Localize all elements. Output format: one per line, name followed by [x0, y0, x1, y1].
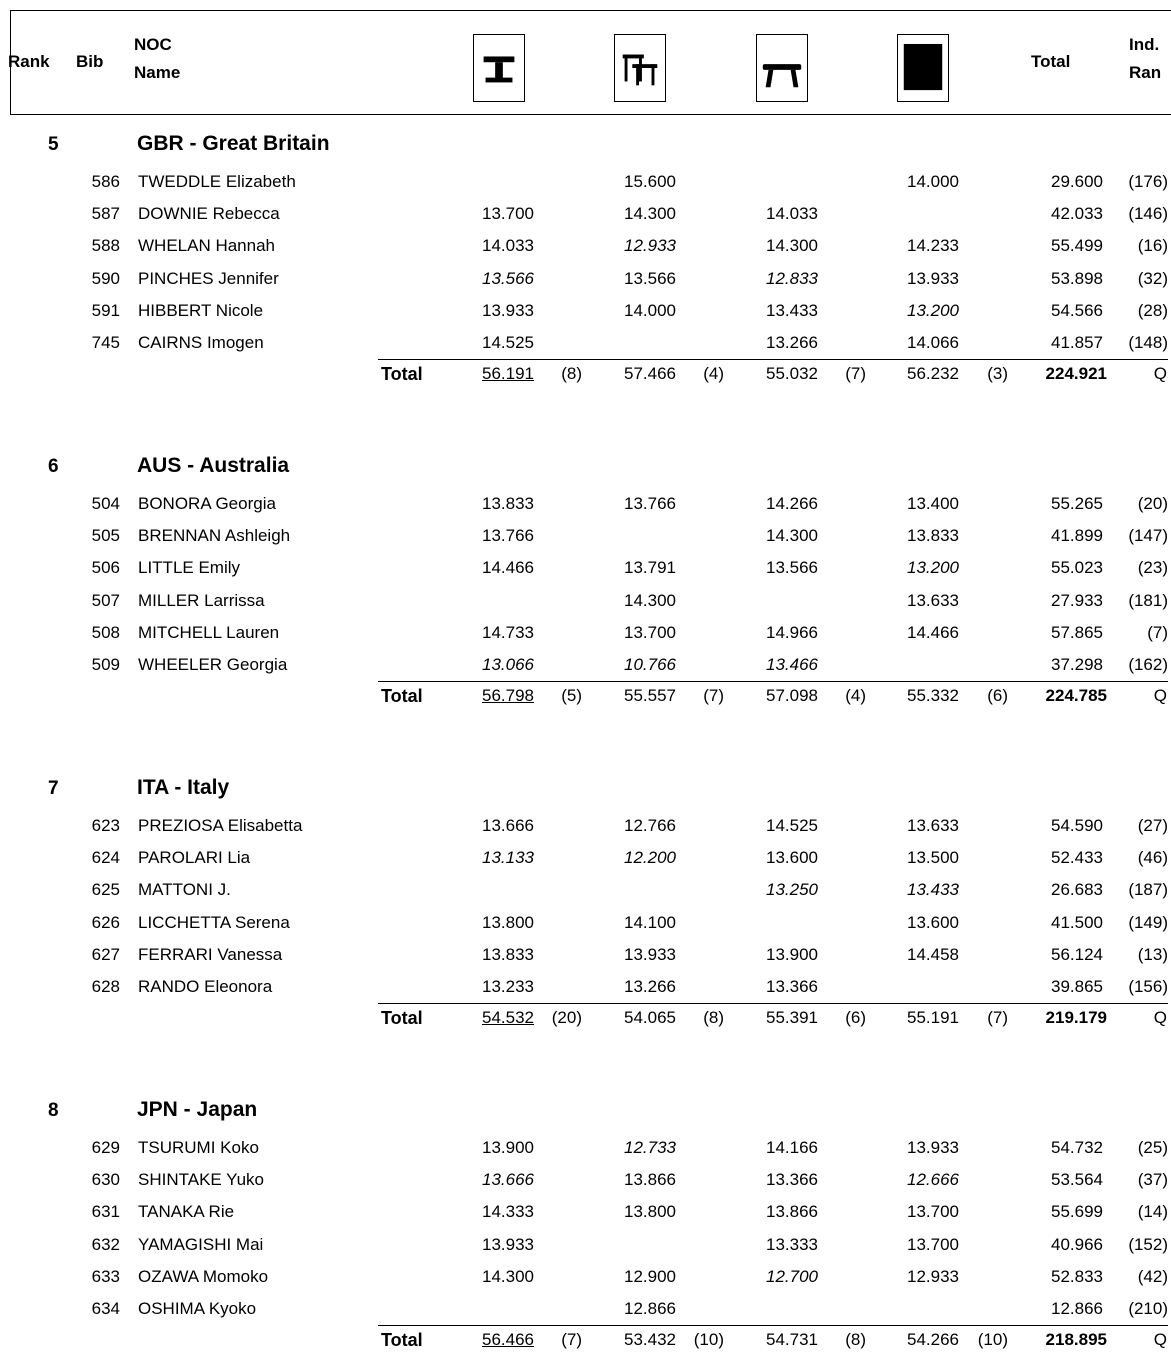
athlete-total: 41.857 [1051, 333, 1103, 352]
qualification-mark: Q [1153, 1008, 1167, 1027]
bib-header: Bib [76, 52, 104, 71]
ind-rank-header-2: Ran [1129, 63, 1162, 82]
apparatus-total: 56.191 [482, 364, 534, 383]
apparatus-score: 12.666 [907, 1170, 959, 1189]
qualification-mark: Q [1153, 686, 1167, 705]
athlete-total: 52.833 [1051, 1267, 1103, 1286]
vault-icon [473, 34, 525, 102]
team-total-label: Total [381, 364, 423, 384]
team-rank: 7 [48, 778, 59, 799]
athlete-bib: 627 [91, 945, 120, 964]
apparatus-score: 12.766 [624, 816, 676, 835]
athlete-bib: 508 [91, 623, 120, 642]
athlete-name: TANAKA Rie [138, 1202, 235, 1221]
apparatus-total: 55.032 [766, 364, 818, 383]
athlete-total: 12.866 [1051, 1299, 1103, 1318]
team-grand-total: 218.895 [1045, 1330, 1107, 1349]
balance-beam-icon [756, 34, 808, 102]
total-separator [378, 1003, 1168, 1004]
athlete-bib: 591 [91, 301, 120, 320]
apparatus-score: 13.700 [907, 1235, 959, 1254]
athlete-bib: 628 [91, 977, 120, 996]
apparatus-score: 13.933 [624, 945, 676, 964]
apparatus-score: 12.700 [766, 1267, 818, 1286]
athlete-ind-rank: (28) [1137, 301, 1168, 320]
athlete-bib: 505 [91, 526, 120, 545]
athlete-name: DOWNIE Rebecca [138, 204, 280, 223]
apparatus-total-rank: (6) [845, 1008, 866, 1027]
qualification-mark: Q [1153, 364, 1167, 383]
athlete-bib: 634 [91, 1299, 120, 1318]
apparatus-score: 14.000 [907, 172, 959, 191]
apparatus-total: 57.466 [624, 364, 676, 383]
athlete-total: 56.124 [1051, 945, 1103, 964]
total-separator [378, 359, 1168, 360]
athlete-bib: 590 [91, 269, 120, 288]
athlete-ind-rank: (149) [1128, 913, 1168, 932]
apparatus-score: 13.866 [624, 1170, 676, 1189]
apparatus-score: 13.933 [482, 301, 534, 320]
team-grand-total: 219.179 [1045, 1008, 1107, 1027]
results-header [10, 10, 1171, 115]
athlete-name: HIBBERT Nicole [138, 301, 264, 320]
athlete-total: 54.566 [1051, 301, 1103, 320]
apparatus-total-rank: (7) [561, 1330, 582, 1349]
apparatus-score: 14.525 [766, 816, 818, 835]
apparatus-score: 13.433 [907, 880, 959, 899]
apparatus-score: 12.933 [624, 236, 676, 255]
apparatus-score: 12.900 [624, 1267, 676, 1286]
apparatus-total-rank: (10) [693, 1330, 724, 1349]
apparatus-score: 14.300 [624, 204, 676, 223]
team-rank: 5 [48, 134, 59, 155]
athlete-ind-rank: (187) [1128, 880, 1168, 899]
athlete-ind-rank: (46) [1137, 848, 1168, 867]
team-name: JPN - Japan [137, 1098, 258, 1121]
apparatus-total-rank: (8) [845, 1330, 866, 1349]
apparatus-score: 13.800 [482, 913, 534, 932]
team-total-label: Total [381, 1330, 423, 1350]
apparatus-score: 13.933 [482, 1235, 534, 1254]
total-separator [378, 1325, 1168, 1326]
athlete-total: 41.899 [1051, 526, 1103, 545]
apparatus-score: 14.000 [624, 301, 676, 320]
athlete-name: WHELAN Hannah [138, 236, 276, 255]
athlete-ind-rank: (23) [1137, 558, 1168, 577]
athlete-name: LICCHETTA Serena [138, 913, 290, 932]
athlete-ind-rank: (156) [1128, 977, 1168, 996]
athlete-ind-rank: (181) [1128, 591, 1168, 610]
athlete-ind-rank: (13) [1137, 945, 1168, 964]
floor-exercise-icon [897, 34, 949, 102]
athlete-ind-rank: (148) [1128, 333, 1168, 352]
apparatus-score: 14.300 [766, 526, 818, 545]
athlete-ind-rank: (20) [1137, 494, 1168, 513]
athlete-total: 53.898 [1051, 269, 1103, 288]
apparatus-score: 13.700 [624, 623, 676, 642]
apparatus-total: 53.432 [624, 1330, 676, 1349]
athlete-bib: 626 [91, 913, 120, 932]
apparatus-score: 13.900 [766, 945, 818, 964]
total-header: Total [1031, 52, 1071, 71]
name-header: Name [134, 63, 181, 82]
apparatus-score: 13.600 [766, 848, 818, 867]
athlete-total: 27.933 [1051, 591, 1103, 610]
apparatus-score: 13.400 [907, 494, 959, 513]
athlete-name: FERRARI Vanessa [138, 945, 283, 964]
athlete-ind-rank: (37) [1137, 1170, 1168, 1189]
apparatus-score: 12.200 [624, 848, 676, 867]
athlete-ind-rank: (27) [1137, 816, 1168, 835]
athlete-name: SHINTAKE Yuko [138, 1170, 264, 1189]
apparatus-score: 13.800 [624, 1202, 676, 1221]
apparatus-score: 12.733 [624, 1138, 676, 1157]
athlete-name: PREZIOSA Elisabetta [138, 816, 303, 835]
apparatus-score: 13.200 [907, 558, 959, 577]
apparatus-score: 13.700 [482, 204, 534, 223]
apparatus-score: 14.300 [766, 236, 818, 255]
apparatus-score: 13.866 [766, 1202, 818, 1221]
apparatus-score: 12.933 [907, 1267, 959, 1286]
apparatus-total: 56.466 [482, 1330, 534, 1349]
ind-rank-header-1: Ind. [1129, 35, 1160, 54]
athlete-ind-rank: (147) [1128, 526, 1168, 545]
athlete-name: WHEELER Georgia [138, 655, 288, 674]
apparatus-total-rank: (4) [845, 686, 866, 705]
apparatus-score: 14.466 [907, 623, 959, 642]
apparatus-total: 54.065 [624, 1008, 676, 1027]
athlete-name: MITCHELL Lauren [138, 623, 280, 642]
apparatus-score: 13.366 [766, 1170, 818, 1189]
athlete-ind-rank: (7) [1147, 623, 1168, 642]
athlete-name: CAIRNS Imogen [138, 333, 264, 352]
apparatus-score: 13.066 [482, 655, 534, 674]
apparatus-score: 13.633 [907, 591, 959, 610]
athlete-ind-rank: (146) [1128, 204, 1168, 223]
athlete-ind-rank: (162) [1128, 655, 1168, 674]
apparatus-score: 14.166 [766, 1138, 818, 1157]
apparatus-score: 13.666 [482, 1170, 534, 1189]
athlete-ind-rank: (25) [1137, 1138, 1168, 1157]
uneven-bars-icon [614, 34, 666, 102]
apparatus-score: 13.133 [482, 848, 534, 867]
apparatus-score: 13.266 [624, 977, 676, 996]
athlete-name: PAROLARI Lia [138, 848, 251, 867]
athlete-bib: 631 [91, 1202, 120, 1221]
athlete-bib: 630 [91, 1170, 120, 1189]
athlete-bib: 629 [91, 1138, 120, 1157]
apparatus-total-rank: (8) [561, 364, 582, 383]
athlete-ind-rank: (32) [1137, 269, 1168, 288]
athlete-total: 42.033 [1051, 204, 1103, 223]
athlete-name: PINCHES Jennifer [138, 269, 279, 288]
apparatus-total-rank: (7) [703, 686, 724, 705]
apparatus-score: 13.566 [766, 558, 818, 577]
team-rank: 6 [48, 456, 59, 477]
athlete-name: LITTLE Emily [138, 558, 241, 577]
team-total-label: Total [381, 686, 423, 706]
athlete-total: 26.683 [1051, 880, 1103, 899]
apparatus-total: 56.232 [907, 364, 959, 383]
athlete-ind-rank: (210) [1128, 1299, 1168, 1318]
athlete-bib: 625 [91, 880, 120, 899]
apparatus-score: 14.066 [907, 333, 959, 352]
athlete-total: 40.966 [1051, 1235, 1103, 1254]
athlete-total: 39.865 [1051, 977, 1103, 996]
athlete-bib: 745 [91, 333, 120, 352]
athlete-total: 52.433 [1051, 848, 1103, 867]
apparatus-total-rank: (8) [703, 1008, 724, 1027]
apparatus-score: 13.250 [766, 880, 818, 899]
noc-header: NOC [134, 35, 172, 54]
apparatus-score: 13.433 [766, 301, 818, 320]
athlete-name: RANDO Eleonora [138, 977, 273, 996]
apparatus-score: 10.766 [624, 655, 676, 674]
athlete-bib: 506 [91, 558, 120, 577]
athlete-bib: 587 [91, 204, 120, 223]
apparatus-score: 13.566 [624, 269, 676, 288]
athlete-name: BONORA Georgia [138, 494, 276, 513]
apparatus-total: 55.391 [766, 1008, 818, 1027]
apparatus-score: 14.233 [907, 236, 959, 255]
total-separator [378, 681, 1168, 682]
apparatus-total-rank: (7) [987, 1008, 1008, 1027]
apparatus-score: 14.100 [624, 913, 676, 932]
athlete-bib: 624 [91, 848, 120, 867]
apparatus-total-rank: (6) [987, 686, 1008, 705]
apparatus-score: 13.333 [766, 1235, 818, 1254]
team-grand-total: 224.921 [1045, 364, 1107, 383]
apparatus-score: 12.833 [766, 269, 818, 288]
apparatus-total: 54.532 [482, 1008, 534, 1027]
apparatus-score: 14.033 [766, 204, 818, 223]
apparatus-score: 14.458 [907, 945, 959, 964]
athlete-ind-rank: (14) [1137, 1202, 1168, 1221]
athlete-total: 55.023 [1051, 558, 1103, 577]
apparatus-score: 14.966 [766, 623, 818, 642]
apparatus-total-rank: (20) [551, 1008, 582, 1027]
athlete-bib: 507 [91, 591, 120, 610]
apparatus-score: 13.633 [907, 816, 959, 835]
team-name: GBR - Great Britain [137, 132, 330, 155]
athlete-total: 55.699 [1051, 1202, 1103, 1221]
apparatus-total-rank: (10) [977, 1330, 1008, 1349]
apparatus-total: 55.191 [907, 1008, 959, 1027]
apparatus-total: 55.332 [907, 686, 959, 705]
athlete-bib: 588 [91, 236, 120, 255]
athlete-total: 55.499 [1051, 236, 1103, 255]
apparatus-score: 12.866 [624, 1299, 676, 1318]
athlete-total: 37.298 [1051, 655, 1103, 674]
apparatus-total-rank: (7) [845, 364, 866, 383]
apparatus-score: 13.666 [482, 816, 534, 835]
athlete-bib: 504 [91, 494, 120, 513]
apparatus-score: 13.766 [482, 526, 534, 545]
apparatus-score: 13.466 [766, 655, 818, 674]
apparatus-score: 14.333 [482, 1202, 534, 1221]
athlete-name: BRENNAN Ashleigh [138, 526, 291, 545]
apparatus-total-rank: (4) [703, 364, 724, 383]
apparatus-score: 13.933 [907, 1138, 959, 1157]
apparatus-score: 13.900 [482, 1138, 534, 1157]
athlete-total: 54.590 [1051, 816, 1103, 835]
athlete-bib: 623 [91, 816, 120, 835]
athlete-ind-rank: (16) [1137, 236, 1168, 255]
apparatus-score: 13.500 [907, 848, 959, 867]
apparatus-total: 54.266 [907, 1330, 959, 1349]
apparatus-total: 56.798 [482, 686, 534, 705]
athlete-bib: 633 [91, 1267, 120, 1286]
apparatus-score: 13.833 [482, 494, 534, 513]
team-total-label: Total [381, 1008, 423, 1028]
apparatus-score: 14.525 [482, 333, 534, 352]
apparatus-score: 13.933 [907, 269, 959, 288]
apparatus-score: 13.266 [766, 333, 818, 352]
apparatus-score: 13.600 [907, 913, 959, 932]
athlete-bib: 586 [91, 172, 120, 191]
athlete-bib: 632 [91, 1235, 120, 1254]
apparatus-score: 13.200 [907, 301, 959, 320]
apparatus-total-rank: (3) [987, 364, 1008, 383]
athlete-total: 55.265 [1051, 494, 1103, 513]
apparatus-total: 55.557 [624, 686, 676, 705]
athlete-bib: 509 [91, 655, 120, 674]
athlete-ind-rank: (42) [1137, 1267, 1168, 1286]
apparatus-score: 13.791 [624, 558, 676, 577]
apparatus-score: 15.600 [624, 172, 676, 191]
team-grand-total: 224.785 [1045, 686, 1107, 705]
apparatus-score: 13.833 [482, 945, 534, 964]
apparatus-score: 13.833 [907, 526, 959, 545]
apparatus-score: 14.466 [482, 558, 534, 577]
apparatus-score: 14.300 [624, 591, 676, 610]
apparatus-score: 13.700 [907, 1202, 959, 1221]
athlete-name: MATTONI J. [138, 880, 231, 899]
apparatus-total: 54.731 [766, 1330, 818, 1349]
apparatus-score: 13.366 [766, 977, 818, 996]
athlete-total: 57.865 [1051, 623, 1103, 642]
apparatus-total-rank: (5) [561, 686, 582, 705]
apparatus-total: 57.098 [766, 686, 818, 705]
athlete-name: YAMAGISHI Mai [138, 1235, 264, 1254]
athlete-name: TWEDDLE Elizabeth [138, 172, 296, 191]
apparatus-score: 14.266 [766, 494, 818, 513]
apparatus-score: 13.766 [624, 494, 676, 513]
athlete-ind-rank: (152) [1128, 1235, 1168, 1254]
team-name: AUS - Australia [137, 454, 290, 477]
apparatus-score: 13.566 [482, 269, 534, 288]
apparatus-score: 14.033 [482, 236, 534, 255]
athlete-name: OSHIMA Kyoko [138, 1299, 257, 1318]
team-rank: 8 [48, 1100, 59, 1121]
athlete-total: 54.732 [1051, 1138, 1103, 1157]
athlete-total: 53.564 [1051, 1170, 1103, 1189]
athlete-name: MILLER Larrissa [138, 591, 265, 610]
rank-header: Rank [8, 52, 50, 71]
apparatus-score: 14.300 [482, 1267, 534, 1286]
athlete-ind-rank: (176) [1128, 172, 1168, 191]
team-name: ITA - Italy [137, 776, 230, 799]
athlete-total: 41.500 [1051, 913, 1103, 932]
athlete-total: 29.600 [1051, 172, 1103, 191]
apparatus-score: 13.233 [482, 977, 534, 996]
qualification-mark: Q [1153, 1330, 1167, 1349]
apparatus-score: 14.733 [482, 623, 534, 642]
athlete-name: OZAWA Momoko [138, 1267, 269, 1286]
athlete-name: TSURUMI Koko [138, 1138, 259, 1157]
